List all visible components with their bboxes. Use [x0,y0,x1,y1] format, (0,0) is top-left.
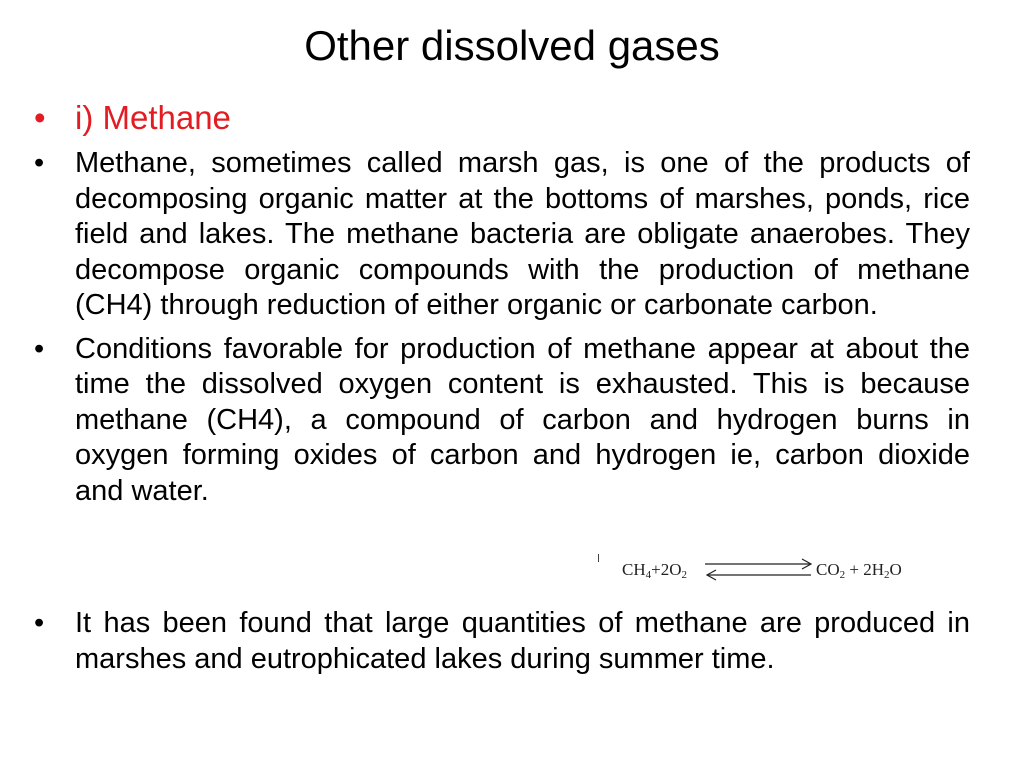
bullet-dot: • [34,607,45,639]
equilibrium-arrows-icon [703,556,815,582]
reaction-equation [598,552,938,588]
bullet-dot: • [34,147,45,179]
bullet-item-findings [30,606,970,677]
bullet-heading-text: i) Methane [75,99,231,136]
slide-title: Other dissolved gases [304,22,720,69]
bullet-list [30,96,970,509]
bullet-item-conditions [30,332,970,510]
bullet-dot: • [34,332,45,365]
equation-mark [598,554,599,562]
bullet-text: It has been found that large quantities of methane are produced in marshes and eutrophicated lakes during summer time. [75,607,970,675]
bullet-list-lower [30,606,970,677]
bullet-dot: • [34,99,46,136]
bullet-text: Methane, sometimes called marsh gas, is one of the products of decomposing organic matter at the bottoms of marshes, ponds, rice field and lakes. The methane bacteria are obligate anaerobes. They decompose organic compounds with the production of methane (CH4) through reduction of either organic or carbonate carbon. [75,147,970,321]
bullet-item-definition [30,146,970,324]
equation-products: $CO_2 + 2H_2O$ [816,560,902,581]
bullet-text: Conditions favorable for production of methane appear at about the time the dissolved oxygen content is exhausted. This is because methane (CH4), a compound of carbon and hydrogen burns in oxygen forming oxides of carbon and hydrogen ie, carbon dioxide and water. [75,332,970,507]
equation-reactants: $CH_4+2O_2$ [622,560,687,581]
bullet-item-heading [30,96,970,140]
